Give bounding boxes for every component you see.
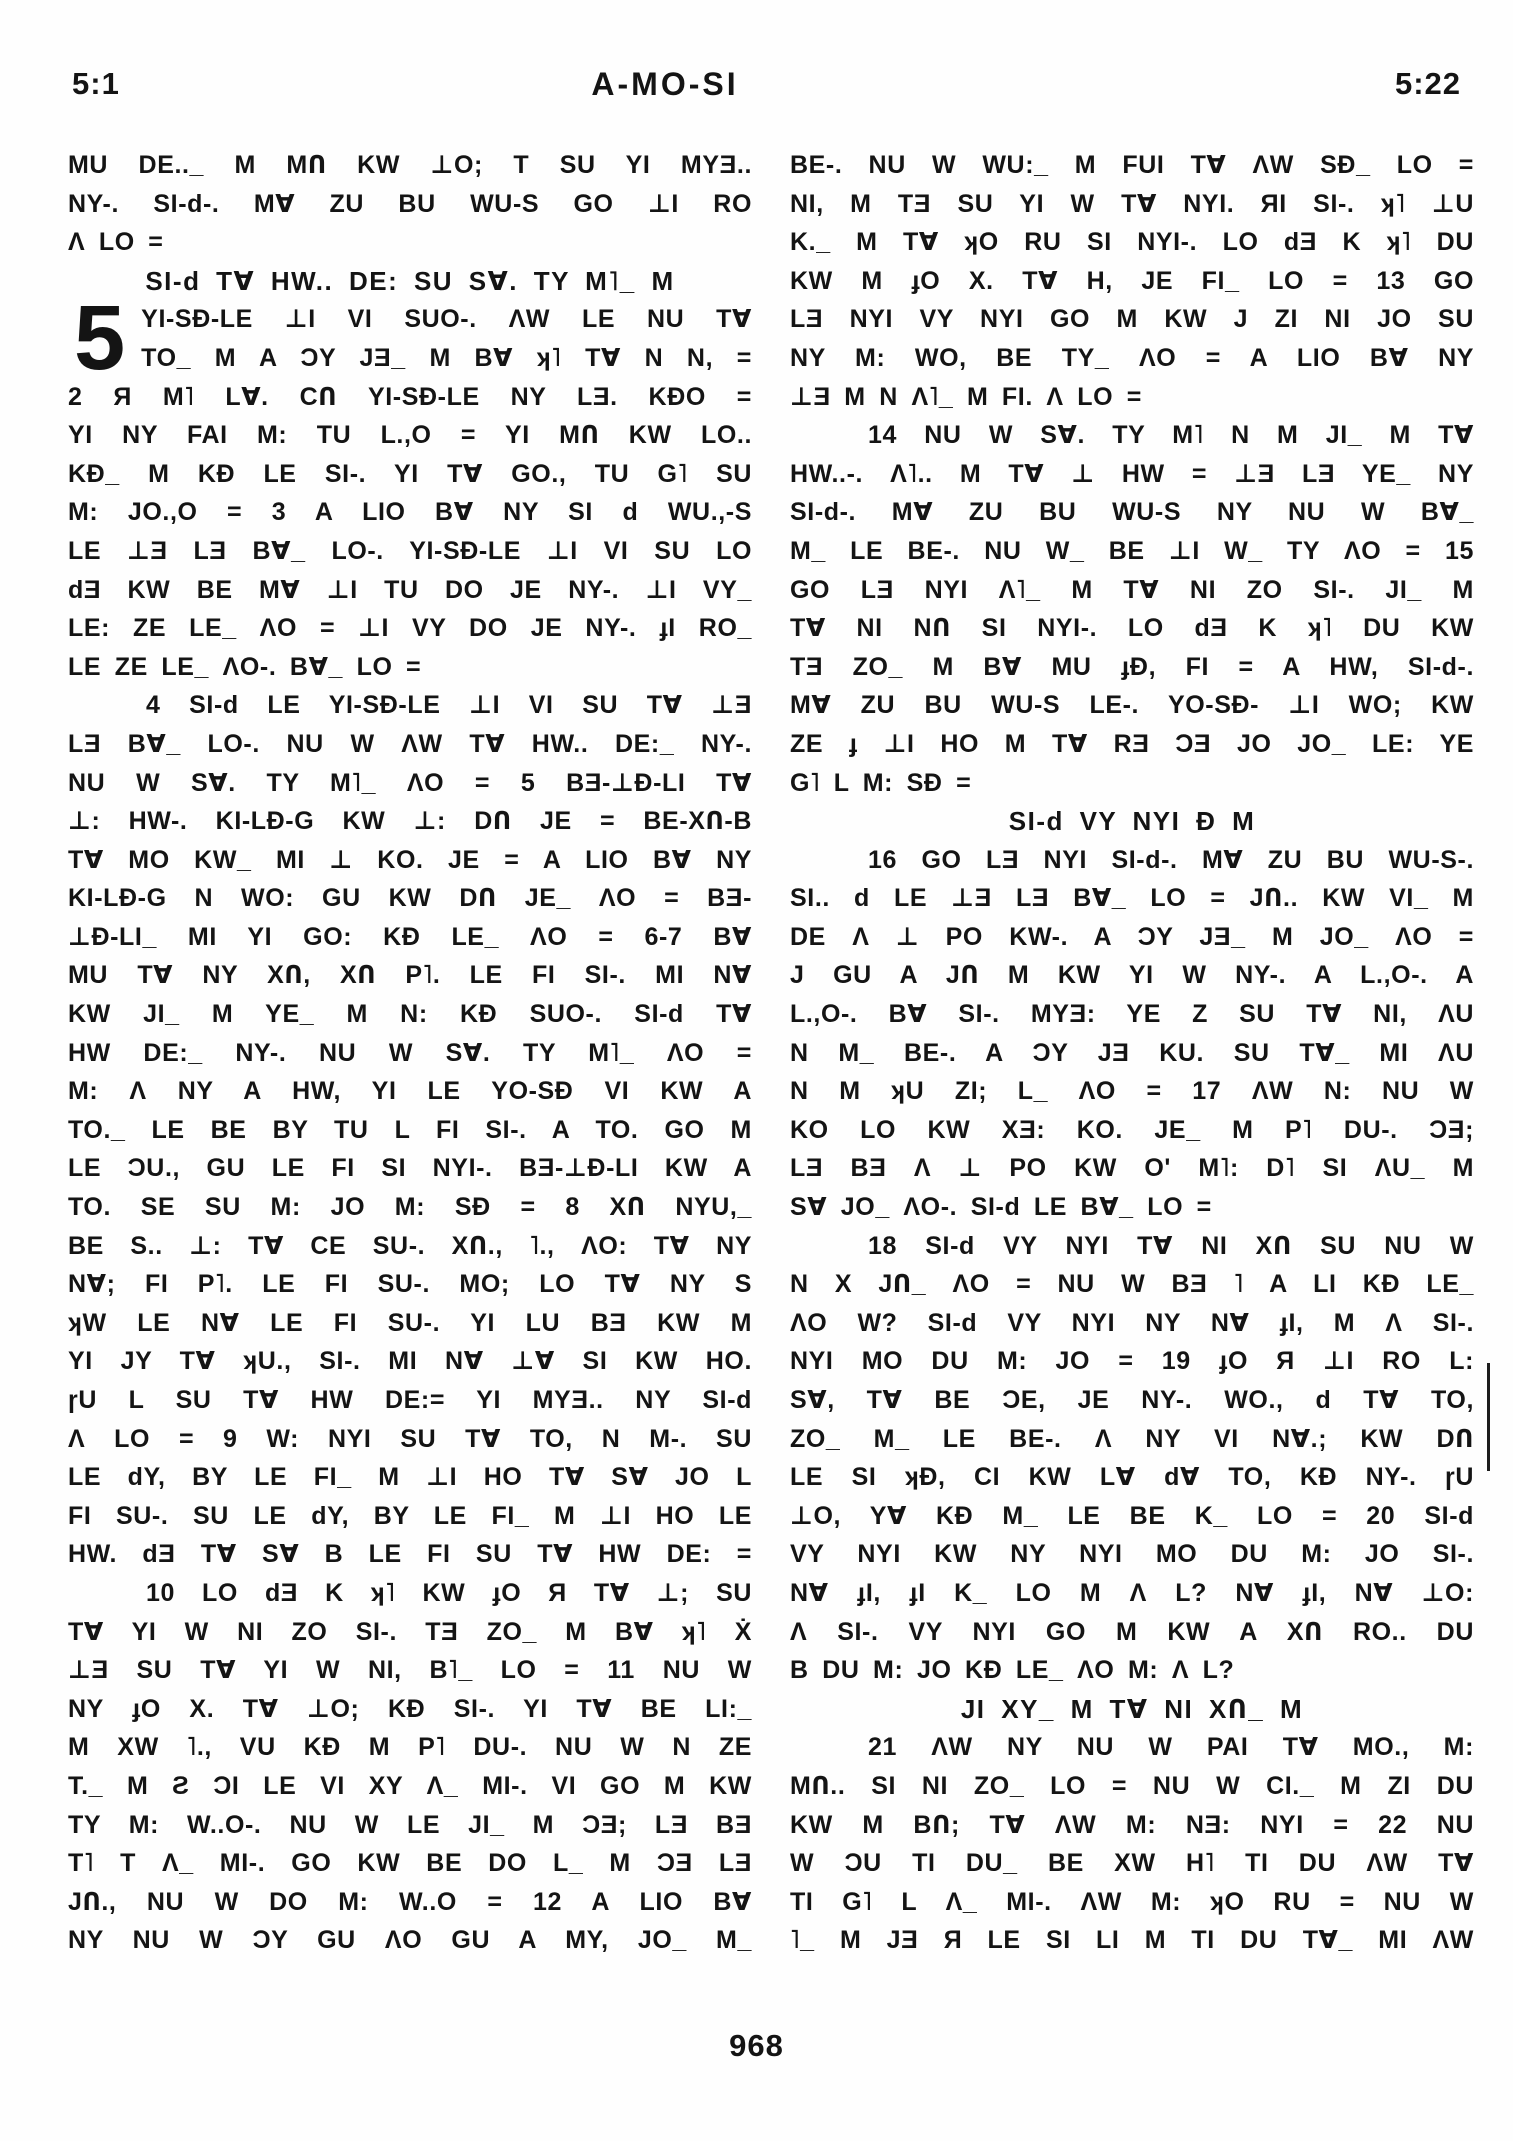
- text-line: LE: ZE LE_ ɅO = ⊥I VY DO JE NY-. ɟI RO_: [68, 614, 752, 643]
- text-line: BE-. NU W WU:_ M FUI TⱯ ɅW SƉ_ LO =: [790, 151, 1474, 179]
- text-line: YI JY TⱯ ʞU., SI-. MI NⱯ ⊥Ɐ SI KW HO.: [68, 1347, 752, 1376]
- text-line: ZE ɟ ⊥I HO M TⱯ RƎ ƆƎ JO JO_ LE: YE: [790, 729, 1474, 758]
- text-line: M: JO.,O = 3 A LIO BⱯ NY SI d WU.,-S: [68, 498, 752, 527]
- left-column: [68, 146, 752, 1960]
- text-line: M_ LE BE-. NU W_ BE ⊥I W_ TY ɅO = 15: [790, 536, 1474, 565]
- text-line: ⊥Ǝ SU TⱯ YI W NI, B˥_ LO = 11 NU W: [68, 1656, 752, 1685]
- text-line: LE SI ʞƉ, CI KW LⱯ dⱯ TO, KƉ NY-. ɼU: [790, 1463, 1474, 1492]
- text-line: MⱯ ZU BU WU-S LE-. YO-SƉ- ⊥I WO; KW: [790, 691, 1474, 720]
- text-line: NⱯ; FI P˥. LE FI SU-. MO; LO TⱯ NY S: [68, 1270, 752, 1299]
- page-header: [0, 66, 1513, 114]
- text-line: LE ƆU., GU LE FI SI NYI-. BƎ-⊥Ɖ-LI KW A: [68, 1154, 752, 1183]
- chapter-number: 5: [74, 287, 126, 390]
- text-line: 18 SI-d VY NYI TⱯ NI XՈ SU NU W: [868, 1231, 1474, 1260]
- text-line: DE Ʌ ⊥ PO KW-. A ƆY JƎ_ M JO_ ɅO =: [790, 922, 1474, 951]
- text-line: G˥ L M: SƉ =: [790, 768, 972, 797]
- text-line: LE ZE LE_ ɅO-. BⱯ_ LO =: [68, 652, 422, 681]
- section-heading: JI XY_ M TⱯ NI XՈ_ M: [960, 1693, 1304, 1724]
- text-line: HW..-. Ʌ˥.. M TⱯ ⊥ HW = ⊥Ǝ LƎ YE_ NY: [790, 459, 1474, 488]
- page-number: 968: [729, 2028, 784, 2063]
- text-line: NU W SⱯ. TY M˥_ ɅO = 5 BƎ-⊥Ɖ-LI TⱯ: [68, 768, 752, 797]
- text-line: NY-. SI-d-. MⱯ ZU BU WU-S GO ⊥I RO: [68, 189, 752, 218]
- left-intro-lines: [68, 146, 752, 262]
- section-heading: SI-d TⱯ HW.. DE: SU SⱯ. TY M˥_ M: [145, 265, 675, 296]
- text-line: MU DE.._ M MՈ KW ⊥O; T SU YI MYƎ..: [68, 151, 752, 179]
- right-lines-2: [790, 841, 1474, 1690]
- chapter-block: [68, 287, 752, 390]
- right-column: [790, 146, 1474, 1960]
- left-body-lines: [68, 378, 752, 1960]
- text-line: ʞW LE NⱯ LE FI SU-. YI LU BƎ KW M: [68, 1308, 752, 1337]
- text-line: TⱯ YI W NI ZO SI-. TƎ ZO_ M BⱯ ʞ˥ Ẋ: [68, 1617, 752, 1646]
- section-heading: SI-d VY NYI Ɖ M: [1008, 806, 1256, 837]
- text-line: BE S.. ⊥: TⱯ CE SU-. XՈ., ˥., ɅO: TⱯ NY: [68, 1231, 752, 1260]
- text-line: TO_ M A ƆY JƎ_ M BⱯ ʞ˥ TⱯ N N, =: [141, 343, 752, 372]
- text-line: MՈ.. SI NI ZO_ LO = NU W CI._ M ZI DU: [790, 1771, 1474, 1800]
- text-line: LƎ BⱯ_ LO-. NU W ɅW TⱯ HW.. DE:_ NY-.: [68, 729, 752, 758]
- text-line: M: Ʌ NY A HW, YI LE YO-SƉ VI KW A: [68, 1077, 752, 1106]
- scan-artifact-line: [1487, 1363, 1490, 1471]
- text-line: N X JՈ_ ɅO = NU W BƎ ˥ A LI KƉ LE_: [790, 1270, 1474, 1299]
- text-line: TⱯ MO KW_ MI ⊥ KO. JE = A LIO BⱯ NY: [68, 845, 752, 874]
- book-title: A-MO-SI: [591, 66, 739, 102]
- text-line: J GU A JՈ M KW YI W NY-. A L.,O-. A: [790, 961, 1474, 990]
- text-line: ⊥: HW-. KI-LƉ-G KW ⊥: DՈ JE = BE-XՈ-B: [68, 807, 752, 836]
- text-line: LƎ BƎ Ʌ ⊥ PO KW O' M˥: D˥ SI ɅU_ M: [790, 1154, 1474, 1183]
- text-line: TO._ LE BE BY TU L FI SI-. A TO. GO M: [68, 1115, 752, 1144]
- text-line: HW. dƎ TⱯ SⱯ B LE FI SU TⱯ HW DE: =: [68, 1540, 752, 1569]
- text-line: JՈ., NU W DO M: W..O = 12 A LIO BⱯ: [68, 1887, 752, 1916]
- text-line: TƎ ZO_ M BⱯ MU ɟƉ, FI = A HW, SI-d-.: [790, 652, 1474, 681]
- text-line: VY NYI KW NY NYI MO DU M: JO SI-.: [790, 1540, 1474, 1569]
- text-line: N M ʞU ZI; L_ ɅO = 17 ɅW N: NU W: [790, 1077, 1474, 1106]
- text-line: dƎ KW BE MⱯ ⊥I TU DO JE NY-. ⊥I VY_: [68, 575, 752, 604]
- text-line: KO LO KW XƎ: KO. JE_ M P˥ DU-. ƆƎ;: [790, 1115, 1474, 1144]
- text-line: NY NU W ƆY GU ɅO GU A MY, JO_ M_: [68, 1926, 752, 1955]
- text-line: T˥ T Ʌ_ MI-. GO KW BE DO L_ M ƆƎ LƎ: [68, 1849, 752, 1878]
- text-line: ɅO W? SI-d VY NYI NY NⱯ ɟI, M Ʌ SI-.: [790, 1308, 1474, 1337]
- text-line: MU TⱯ NY XՈ, XՈ P˥. LE FI SI-. MI NⱯ: [68, 961, 752, 990]
- text-line: KI-LƉ-G N WO: GU KW DՈ JE_ ɅO = BƎ-: [68, 884, 752, 913]
- text-line: LƎ NYI VY NYI GO M KW J ZI NI JO SU: [790, 305, 1474, 334]
- text-line: 16 GO LƎ NYI SI-d-. MⱯ ZU BU WU-S-.: [868, 845, 1474, 874]
- text-line: FI SU-. SU LE dY, BY LE FI_ M ⊥I HO LE: [68, 1501, 752, 1530]
- text-line: W ƆU TI DU_ BE XW H˥ TI DU ɅW TⱯ: [790, 1849, 1474, 1878]
- text-line: KƉ_ M KƉ LE SI-. YI TⱯ GO., TU G˥ SU: [68, 459, 752, 488]
- text-line: GO LƎ NYI Ʌ˥_ M TⱯ NI ZO SI-. JI_ M: [790, 575, 1474, 604]
- verse-ref-right: 5:22: [1394, 66, 1461, 101]
- text-line: ⊥O, YⱯ KƉ M_ LE BE K_ LO = 20 SI-d: [790, 1501, 1474, 1530]
- text-line: Ʌ LO = 9 W: NYI SU TⱯ TO, N M-. SU: [68, 1424, 752, 1453]
- text-line: HW DE:_ NY-. NU W SⱯ. TY M˥_ ɅO =: [68, 1038, 752, 1067]
- text-line: ˥_ M JƎ Я LE SI LI M TI DU TⱯ_ MI ɅW: [790, 1926, 1474, 1955]
- text-line: L.,O-. BⱯ SI-. MYƎ: YE Z SU TⱯ NI, ɅU: [790, 1000, 1474, 1029]
- text-line: K._ M TⱯ ʞO RU SI NYI-. LO dƎ K ʞ˥ DU: [790, 228, 1474, 257]
- text-line: YI NY FAI M: TU L.,O = YI MՈ KW LO..: [68, 421, 752, 450]
- text-line: B DU M: JO KƉ LE_ ɅO M: Ʌ L?: [790, 1656, 1235, 1685]
- text-line: ZO_ M_ LE BE-. Ʌ NY VI NⱯ.; KW DՈ: [790, 1424, 1474, 1453]
- text-line: 21 ɅW NY NU W PAI TⱯ MO., M:: [868, 1733, 1474, 1762]
- text-line: N M_ BE-. A ƆY JƎ KU. SU TⱯ_ MI ɅU: [790, 1038, 1474, 1067]
- right-lines-3: [790, 1728, 1474, 1960]
- text-line: TY M: W..O-. NU W LE JI_ M ƆƎ; LƎ BƎ: [68, 1810, 752, 1839]
- text-line: 10 LO dƎ K ʞ˥ KW ɟO Я TⱯ ⊥; SU: [146, 1578, 752, 1607]
- text-line: SⱯ, TⱯ BE ƆE, JE NY-. WO., d TⱯ TO,: [790, 1386, 1474, 1414]
- text-line: ⊥Ǝ M N Ʌ˥_ M FI. Ʌ LO =: [790, 382, 1142, 411]
- right-lines-1: [790, 146, 1474, 802]
- text-line: ⊥Ɖ-LI_ MI YI GO: KƉ LE_ ɅO = 6-7 BⱯ: [68, 922, 752, 951]
- text-line: SI-d-. MⱯ ZU BU WU-S NY NU W BⱯ_: [790, 498, 1474, 527]
- text-line: KW M ɟO X. TⱯ H, JE FI_ LO = 13 GO: [790, 266, 1474, 295]
- text-line: NⱯ ɟI, ɟI K_ LO M Ʌ L? NⱯ ɟI, NⱯ ⊥O:: [790, 1578, 1474, 1607]
- text-columns: [68, 146, 1474, 1960]
- text-line: LE dY, BY LE FI_ M ⊥I HO TⱯ SⱯ JO L: [68, 1463, 752, 1492]
- text-line: M XW ˥., VU KƉ M P˥ DU-. NU W N ZE: [68, 1733, 752, 1762]
- text-line: TO. SE SU M: JO M: SƉ = 8 XՈ NYU,_: [68, 1193, 752, 1222]
- text-line: KW M BՈ; TⱯ ɅW M: NƎ: NYI = 22 NU: [790, 1810, 1474, 1839]
- text-line: 2 Я M˥ LⱯ. CՈ YI-SƉ-LE NY LƎ. KƉO =: [68, 382, 752, 411]
- text-line: SⱯ JO_ ɅO-. SI-d LE BⱯ_ LO =: [790, 1193, 1212, 1222]
- text-line: NY M: WO, BE TY_ ɅO = A LIO BⱯ NY: [790, 343, 1474, 372]
- text-line: KW JI_ M YE_ M N: KƉ SUO-. SI-d TⱯ: [68, 1000, 752, 1029]
- text-line: ɼU L SU TⱯ HW DE:= YI MYƎ.. NY SI-d: [68, 1386, 752, 1414]
- text-line: TI G˥ L Ʌ_ MI-. ɅW M: ʞO RU = NU W: [790, 1887, 1474, 1916]
- text-line: SI.. d LE ⊥Ǝ LƎ BⱯ_ LO = JՈ.. KW VI_ M: [790, 884, 1474, 913]
- text-line: TⱯ NI NՈ SI NYI-. LO dƎ K ʞ˥ DU KW: [790, 614, 1474, 643]
- text-line: NYI MO DU M: JO = 19 ɟO Я ⊥I RO L:: [790, 1347, 1474, 1376]
- text-line: T._ M Ƨ ƆI LE VI XY Ʌ_ MI-. VI GO M KW: [68, 1771, 752, 1800]
- text-line: 4 SI-d LE YI-SƉ-LE ⊥I VI SU TⱯ ⊥Ǝ: [146, 691, 752, 720]
- text-line: Ʌ SI-. VY NYI GO M KW A XՈ RO.. DU: [790, 1617, 1474, 1646]
- text-line: Ʌ LO =: [68, 228, 164, 257]
- verse-ref-left: 5:1: [72, 66, 120, 101]
- text-line: NI, M TƎ SU YI W TⱯ NYI. ЯI SI-. ʞ˥ ⊥U: [790, 189, 1474, 218]
- text-line: YI-SƉ-LE ⊥I VI SUO-. ɅW LE NU TⱯ: [141, 305, 752, 334]
- text-line: NY ɟO X. TⱯ ⊥O; KƉ SI-. YI TⱯ BE LI:_: [68, 1694, 752, 1723]
- text-line: 14 NU W SⱯ. TY M˥ N M JI_ M TⱯ: [868, 421, 1474, 450]
- text-line: LE ⊥Ǝ LƎ BⱯ_ LO-. YI-SƉ-LE ⊥I VI SU LO: [68, 536, 752, 565]
